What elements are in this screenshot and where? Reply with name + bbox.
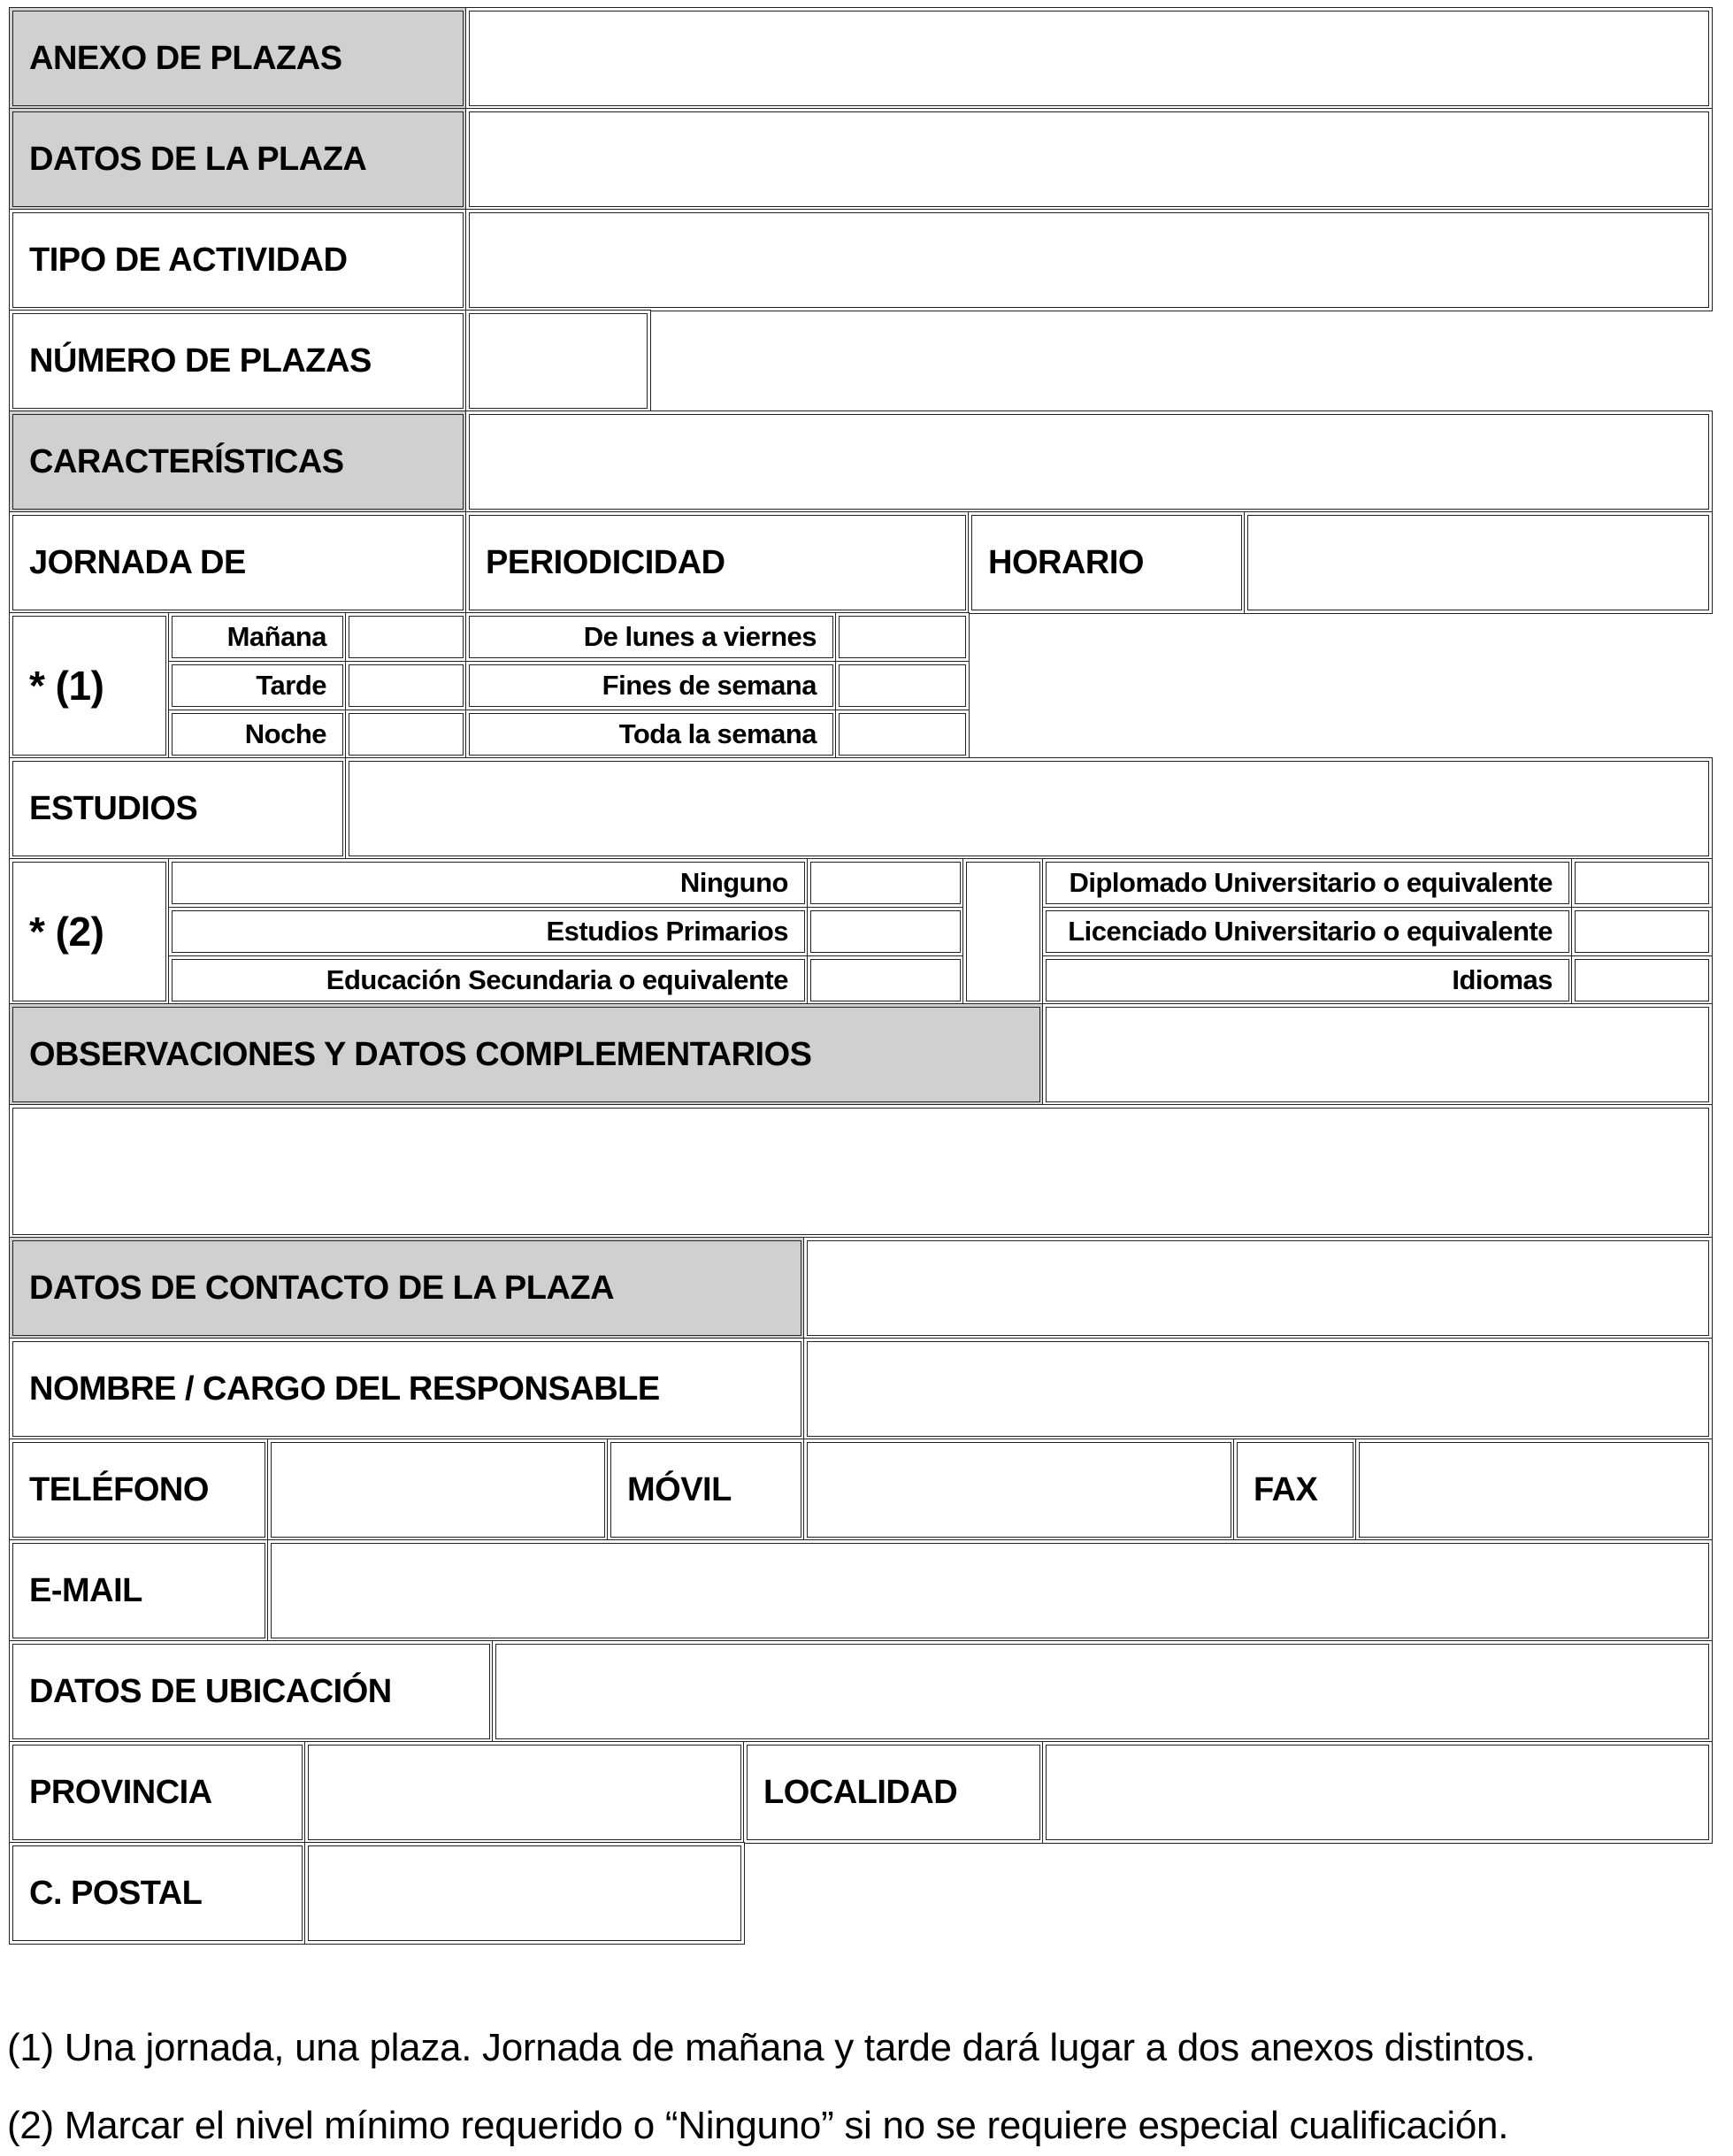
estudios-marker: * (2) [9,858,170,1005]
tipo-actividad-label: TIPO DE ACTIVIDAD [9,209,467,311]
jornada-option-tarde: Tarde [168,661,347,710]
observaciones-field[interactable] [9,1104,1713,1239]
estudios-option-secundaria: Educación Secundaria o equivalente [168,955,809,1005]
estudios-checkbox-secundaria[interactable] [807,955,964,1005]
email-label: E-MAIL [9,1539,269,1642]
responsable-label: NOMBRE / CARGO DEL RESPONSABLE [9,1338,805,1440]
fax-label: FAX [1233,1439,1357,1541]
telefono-field[interactable] [267,1439,609,1541]
provincia-label: PROVINCIA [9,1741,306,1844]
estudios-checkbox-licenciado[interactable] [1571,907,1713,956]
postal-field[interactable] [304,1842,745,1945]
jornada-checkbox-noche[interactable] [345,710,467,759]
periodicidad-option-toda-semana: Toda la semana [465,710,837,759]
telefono-label: TELÉFONO [9,1439,269,1541]
footnote-2: (2) Marcar el nivel mínimo requerido o “Ninguno” si no se requiere especial cualificación. [7,2104,1509,2147]
provincia-field[interactable] [304,1741,745,1844]
observaciones-blank [1042,1003,1713,1106]
estudios-option-ninguno: Ninguno [168,858,809,908]
estudios-option-primarios: Estudios Primarios [168,907,809,956]
estudios-field[interactable] [345,757,1713,860]
estudios-option-diplomado: Diplomado Universitario o equivalente [1042,858,1573,908]
caracteristicas-heading: CARACTERÍSTICAS [9,410,467,513]
contacto-blank [803,1237,1713,1339]
jornada-checkbox-tarde[interactable] [345,661,467,710]
fax-field[interactable] [1355,1439,1713,1541]
jornada-option-manana: Mañana [168,612,347,662]
estudios-checkbox-diplomado[interactable] [1571,858,1713,908]
horario-field[interactable] [1244,511,1713,614]
jornada-option-noche: Noche [168,710,347,759]
periodicidad-label: PERIODICIDAD [465,511,970,614]
anexo-value-field[interactable] [465,7,1713,110]
estudios-checkbox-primarios[interactable] [807,907,964,956]
periodicidad-checkbox-lunes-viernes[interactable] [835,612,970,662]
movil-label: MÓVIL [607,1439,805,1541]
estudios-option-licenciado: Licenciado Universitario o equivalente [1042,907,1573,956]
tipo-actividad-field[interactable] [465,209,1713,311]
numero-plazas-label: NÚMERO DE PLAZAS [9,310,467,412]
periodicidad-checkbox-toda-semana[interactable] [835,710,970,759]
localidad-label: LOCALIDAD [743,1741,1044,1844]
datos-plaza-heading: DATOS DE LA PLAZA [9,108,467,211]
datos-plaza-blank [465,108,1713,211]
estudios-separator [962,858,1044,1005]
email-field[interactable] [267,1539,1713,1642]
postal-label: C. POSTAL [9,1842,306,1945]
ubicacion-label: DATOS DE UBICACIÓN [9,1640,494,1743]
localidad-field[interactable] [1042,1741,1713,1844]
periodicidad-option-fines-semana: Fines de semana [465,661,837,710]
jornada-marker: * (1) [9,612,170,759]
estudios-checkbox-idiomas[interactable] [1571,955,1713,1005]
jornada-checkbox-manana[interactable] [345,612,467,662]
caracteristicas-blank [465,410,1713,513]
estudios-checkbox-ninguno[interactable] [807,858,964,908]
periodicidad-option-lunes-viernes: De lunes a viernes [465,612,837,662]
contacto-heading: DATOS DE CONTACTO DE LA PLAZA [9,1237,805,1339]
movil-field[interactable] [803,1439,1235,1541]
jornada-label: JORNADA DE [9,511,467,614]
periodicidad-checkbox-fines-semana[interactable] [835,661,970,710]
responsable-field[interactable] [803,1338,1713,1440]
observaciones-heading: OBSERVACIONES Y DATOS COMPLEMENTARIOS [9,1003,1044,1106]
anexo-title: ANEXO DE PLAZAS [9,7,467,110]
numero-plazas-field[interactable] [465,310,651,412]
ubicacion-field[interactable] [492,1640,1713,1743]
estudios-label: ESTUDIOS [9,757,347,860]
horario-label: HORARIO [968,511,1246,614]
footnote-1: (1) Una jornada, una plaza. Jornada de mañana y tarde dará lugar a dos anexos distintos. [7,2026,1536,2069]
estudios-option-idiomas: Idiomas [1042,955,1573,1005]
